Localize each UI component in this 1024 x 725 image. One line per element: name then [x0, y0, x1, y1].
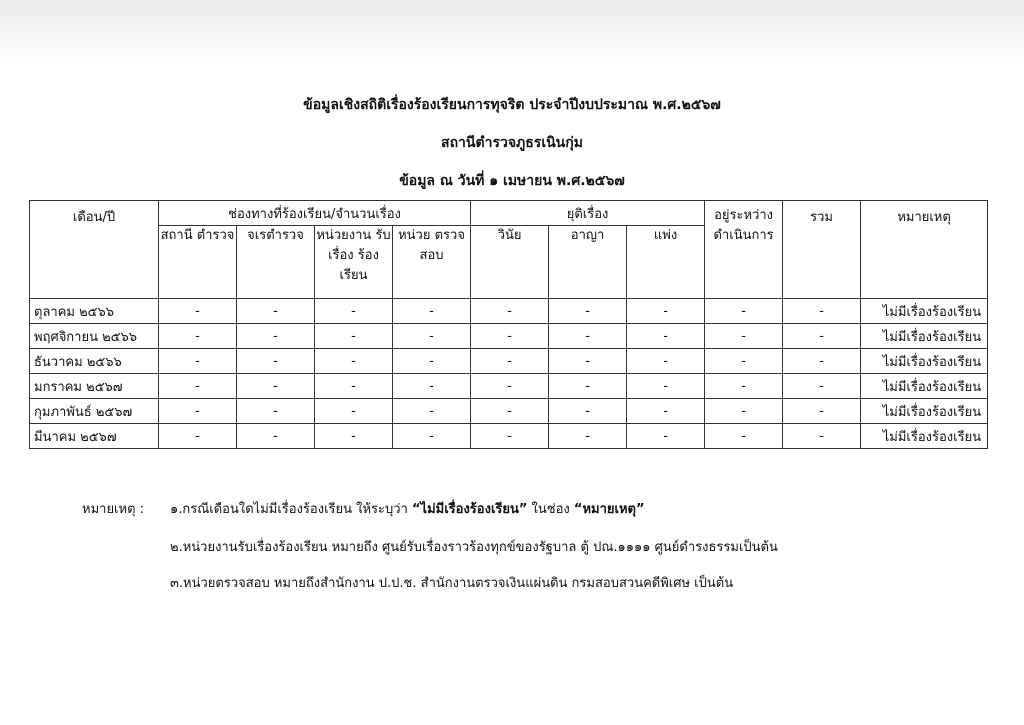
table-row [30, 399, 988, 424]
cell-value: - [393, 424, 471, 449]
cell-month: ตุลาคม ๒๕๖๖ [30, 299, 159, 324]
document-title: ข้อมูลเชิงสถิติเรื่องร้องเรียนการทุจริต ประจำปีงบประมาณ พ.ศ.๒๕๖๗ [303, 97, 721, 113]
cell-remark: ไม่มีเรื่องร้องเรียน [861, 424, 988, 449]
cell-value: - [159, 299, 237, 324]
subheader-police-inspector: จเรตำรวจ [237, 226, 315, 299]
cell-value: - [783, 349, 861, 374]
cell-value: - [237, 374, 315, 399]
cell-value: - [393, 299, 471, 324]
cell-value: - [549, 399, 627, 424]
cell-value: - [627, 349, 705, 374]
cell-value: - [315, 349, 393, 374]
cell-value: - [549, 349, 627, 374]
header-in-progress: อยู่ระหว่าง ดำเนินการ [705, 201, 783, 299]
cell-remark: ไม่มีเรื่องร้องเรียน [861, 299, 988, 324]
subheader-complaint-agency: หน่วยงาน รับเรื่อง ร้องเรียน [315, 226, 393, 299]
header-channels: ช่องทางที่ร้องเรียน/จำนวนเรื่อง [159, 201, 471, 226]
table-row [30, 374, 988, 399]
top-shadow [0, 0, 1024, 70]
table-row [30, 324, 988, 349]
cell-value: - [159, 349, 237, 374]
notes-label: หมายเหตุ : [82, 502, 145, 517]
header-remark: หมายเหตุ [861, 201, 988, 299]
cell-remark: ไม่มีเรื่องร้องเรียน [861, 399, 988, 424]
cell-value: - [159, 374, 237, 399]
cell-remark: ไม่มีเรื่องร้องเรียน [861, 349, 988, 374]
cell-value: - [705, 299, 783, 324]
cell-value: - [393, 349, 471, 374]
subheader-criminal: อาญา [549, 226, 627, 299]
cell-value: - [237, 349, 315, 374]
cell-value: - [315, 424, 393, 449]
table-row [30, 299, 988, 324]
cell-value: - [471, 324, 549, 349]
header-month: เดือน/ปี [30, 201, 159, 299]
station-name: สถานีตำรวจภูธรเนินกุ่ม [441, 135, 583, 151]
note-3: ๓.หน่วยตรวจสอบ หมายถึงสำนักงาน ป.ป.ช. สำนักงานตรวจเงินแผ่นดิน กรมสอบสวนคดีพิเศษ เป็นต้น [170, 576, 734, 591]
complaint-statistics-table [29, 200, 988, 449]
note-2: ๒.หน่วยงานรับเรื่องร้องเรียน หมายถึง ศูนย์รับเรื่องราวร้องทุกข์ของรัฐบาล ตู้ ปณ.๑๑๑๑ ศูนย์ดำรงธรรมเป็นต้น [170, 540, 778, 555]
as-of-date: ข้อมูล ณ วันที่ ๑ เมษายน พ.ศ.๒๕๖๗ [399, 173, 625, 189]
cell-value: - [237, 299, 315, 324]
cell-value: - [705, 374, 783, 399]
header-terminated: ยุติเรื่อง [471, 201, 705, 226]
subheader-audit-agency: หน่วย ตรวจสอบ [393, 226, 471, 299]
cell-month: พฤศจิกายน ๒๕๖๖ [30, 324, 159, 349]
cell-value: - [705, 399, 783, 424]
cell-month: กุมภาพันธ์ ๒๕๖๗ [30, 399, 159, 424]
cell-value: - [315, 399, 393, 424]
cell-value: - [549, 424, 627, 449]
cell-value: - [237, 324, 315, 349]
cell-value: - [471, 374, 549, 399]
cell-value: - [783, 399, 861, 424]
cell-month: มีนาคม ๒๕๖๗ [30, 424, 159, 449]
cell-value: - [627, 424, 705, 449]
cell-value: - [393, 374, 471, 399]
cell-remark: ไม่มีเรื่องร้องเรียน [861, 324, 988, 349]
cell-value: - [783, 324, 861, 349]
cell-value: - [783, 424, 861, 449]
table-row [30, 349, 988, 374]
subheader-civil: แพ่ง [627, 226, 705, 299]
cell-value: - [705, 424, 783, 449]
cell-value: - [783, 299, 861, 324]
cell-remark: ไม่มีเรื่องร้องเรียน [861, 374, 988, 399]
cell-value: - [627, 374, 705, 399]
cell-value: - [237, 399, 315, 424]
cell-value: - [159, 424, 237, 449]
cell-value: - [471, 424, 549, 449]
cell-value: - [315, 299, 393, 324]
cell-value: - [471, 299, 549, 324]
cell-value: - [393, 399, 471, 424]
cell-value: - [237, 424, 315, 449]
cell-value: - [315, 324, 393, 349]
cell-value: - [471, 399, 549, 424]
header-total: รวม [783, 201, 861, 299]
cell-value: - [627, 299, 705, 324]
subheader-police-station: สถานี ตำรวจ [159, 226, 237, 299]
table-row [30, 424, 988, 449]
cell-value: - [627, 399, 705, 424]
cell-value: - [705, 349, 783, 374]
cell-month: มกราคม ๒๕๖๗ [30, 374, 159, 399]
cell-value: - [549, 374, 627, 399]
cell-value: - [549, 324, 627, 349]
cell-value: - [159, 324, 237, 349]
cell-value: - [783, 374, 861, 399]
cell-value: - [159, 399, 237, 424]
cell-value: - [315, 374, 393, 399]
cell-month: ธันวาคม ๒๕๖๖ [30, 349, 159, 374]
cell-value: - [393, 324, 471, 349]
cell-value: - [549, 299, 627, 324]
cell-value: - [471, 349, 549, 374]
cell-value: - [627, 324, 705, 349]
note-1: ๑.กรณีเดือนใดไม่มีเรื่องร้องเรียน ให้ระบุว่า “ไม่มีเรื่องร้องเรียน” ในช่อง “หมายเหตุ” [170, 502, 645, 517]
cell-value: - [705, 324, 783, 349]
subheader-disciplinary: วินัย [471, 226, 549, 299]
